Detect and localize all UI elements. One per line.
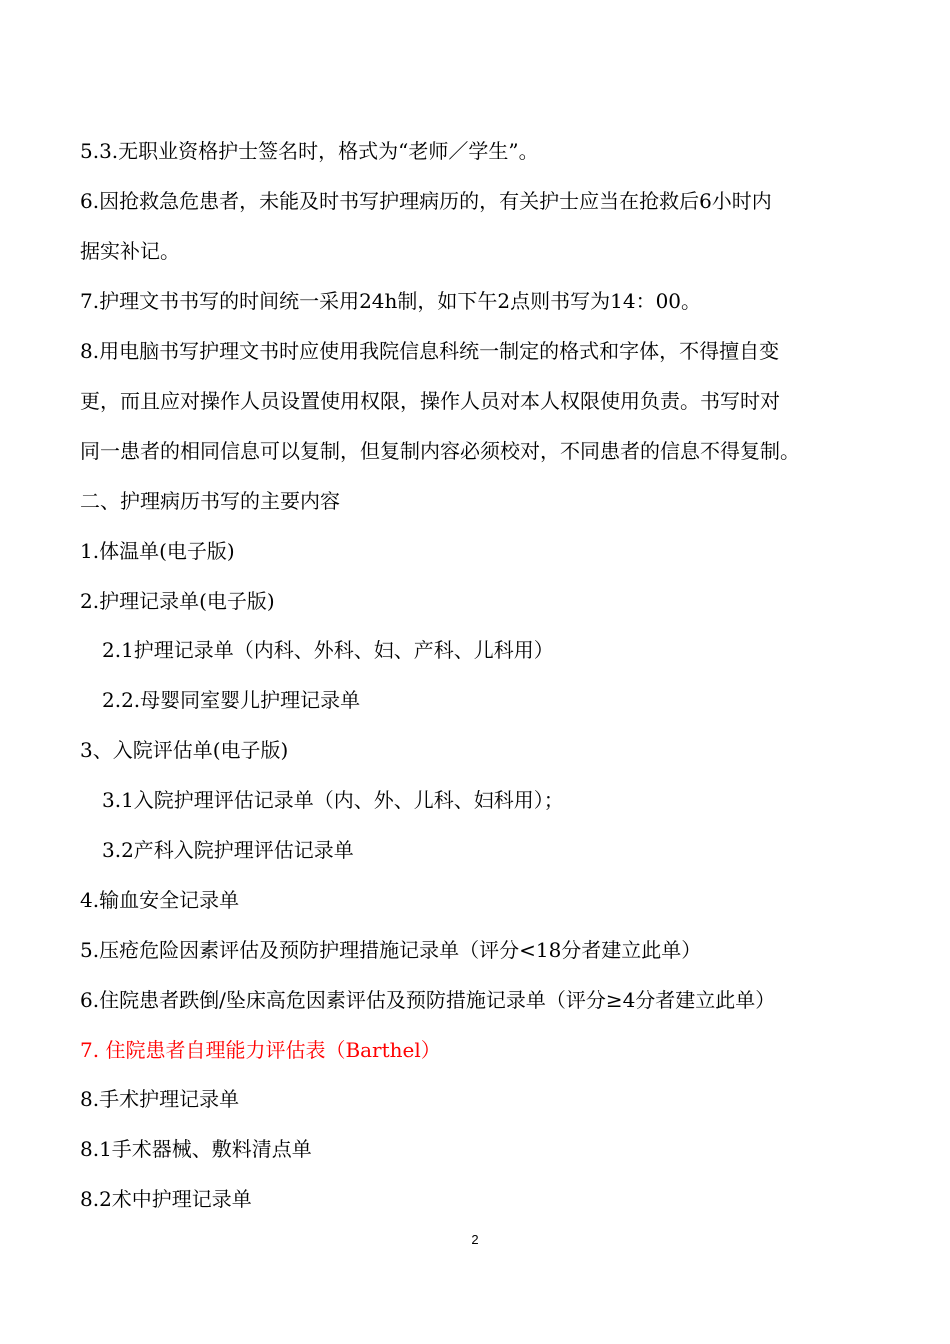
list-item-8-2: 8.2术中护理记录单 bbox=[80, 1187, 252, 1211]
list-item-2-2: 2.2.母婴同室婴儿护理记录单 bbox=[102, 688, 361, 712]
list-item-3-2: 3.2产科入院护理评估记录单 bbox=[102, 838, 354, 862]
section-heading-2: 二、护理病历书写的主要内容 bbox=[80, 489, 340, 513]
page-number: 2 bbox=[471, 1232, 479, 1247]
list-item-5: 5.压疮危险因素评估及预防护理措施记录单（评分<18分者建立此单） bbox=[80, 938, 702, 962]
list-item-3: 3、入院评估单(电子版) bbox=[80, 738, 289, 762]
text-line-7: 7.护理文书书写的时间统一采用24h制，如下午2点则书写为14：00。 bbox=[80, 289, 702, 313]
text-line-5-3: 5.3.无职业资格护士签名时，格式为“老师／学生”。 bbox=[80, 139, 539, 163]
list-item-8-1: 8.1手术器械、敷料清点单 bbox=[80, 1137, 312, 1161]
list-item-6: 6.住院患者跌倒/坠床高危因素评估及预防措施记录单（评分≥4分者建立此单） bbox=[80, 988, 776, 1012]
text-line-8-cont-1: 更，而且应对操作人员设置使用权限，操作人员对本人权限使用负责。书写时对 bbox=[80, 389, 780, 413]
list-item-3-1: 3.1入院护理评估记录单（内、外、儿科、妇科用）； bbox=[102, 788, 564, 812]
text-line-8-cont-2: 同一患者的相同信息可以复制，但复制内容必须校对，不同患者的信息不得复制。 bbox=[80, 439, 800, 463]
list-item-2: 2.护理记录单(电子版) bbox=[80, 589, 275, 613]
text-line-6-cont: 据实补记。 bbox=[80, 239, 180, 263]
list-item-1: 1.体温单(电子版) bbox=[80, 539, 235, 563]
text-line-6: 6.因抢救急危患者，未能及时书写护理病历的，有关护士应当在抢救后6小时内 bbox=[80, 189, 772, 213]
text-line-8: 8.用电脑书写护理文书时应使用我院信息科统一制定的格式和字体，不得擅自变 bbox=[80, 339, 780, 363]
list-item-4: 4.输血安全记录单 bbox=[80, 888, 240, 912]
list-item-7-highlighted: 7. 住院患者自理能力评估表（Barthel） bbox=[80, 1038, 441, 1062]
list-item-8: 8.手术护理记录单 bbox=[80, 1087, 240, 1111]
list-item-2-1: 2.1护理记录单（内科、外科、妇、产科、儿科用） bbox=[102, 638, 554, 662]
